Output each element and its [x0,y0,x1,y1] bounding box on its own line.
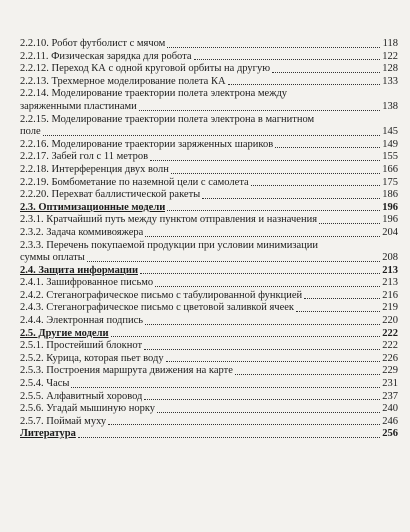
toc-entry [20,177,398,190]
toc-entry [20,51,398,64]
toc-entry [20,340,398,353]
toc-entry [20,240,398,265]
toc-entry-title: 2.2.14. Моделирование траектории полета электрона между [20,88,288,100]
toc-page-number: 186 [382,189,398,201]
dot-leader [145,324,380,325]
toc-entry [20,391,398,404]
toc-entry-title: 2.4. Защита информации [20,264,139,276]
toc-page-number: 204 [382,226,398,238]
dot-leader [296,311,380,312]
toc-entry-title: 2.4.3. Стеганографическое письмо с цветовой заливкой ячеек [20,302,294,314]
toc-entry [20,63,398,76]
dot-leader [78,437,380,438]
toc-section-heading [20,328,398,341]
toc-page-number: 246 [382,415,398,427]
toc-section-heading [20,265,398,278]
dot-leader [167,210,380,211]
toc-entry-title: 2.3.3. Перечень покупаемой продукции при условии минимизации [20,239,319,251]
toc-entry-title: 2.2.17. Забей гол с 11 метров [20,151,149,163]
toc-page-number: 222 [382,340,398,352]
toc-section-heading [20,428,398,441]
toc-page-number: 231 [382,378,398,390]
toc-entry-title: 2.2.20. Перехват баллистической ракеты [20,189,201,201]
toc-page-number: 220 [382,315,398,327]
toc-entry-title: 2.2.12. Переход КА с одной круговой орбиты на другую [20,63,271,75]
toc-entry-title: 2.5.2. Курица, которая пьет воду [20,352,164,364]
dot-leader [235,374,380,375]
toc-entry [20,227,398,240]
toc-entry [20,302,398,315]
toc-page-number: 118 [382,38,398,49]
toc-entry-title: 2.4.4. Электронная подпись [20,315,144,327]
toc-entry [20,353,398,366]
toc-page-number: 222 [382,327,398,339]
toc-page-number: 149 [382,138,398,150]
toc-page-number: 237 [382,390,398,402]
toc-entry [20,151,398,164]
toc-entry-title-continuation: заряженными пластинами [20,100,137,112]
toc-page-number: 196 [382,214,398,226]
dot-leader [275,147,380,148]
dot-leader [144,349,380,350]
dot-leader [319,223,380,224]
toc-entry [20,76,398,89]
toc-page-number: 128 [382,63,398,75]
toc-page-number: 175 [382,176,398,188]
toc-entry [20,189,398,202]
toc-page-number: 122 [382,50,398,62]
toc-page-number: 208 [382,252,398,264]
toc-entry [20,403,398,416]
dot-leader [202,198,380,199]
toc-entry [20,114,398,139]
toc-page-number: 155 [382,151,398,163]
dot-leader [145,236,380,237]
toc-page-number: 196 [382,201,398,213]
table-of-contents [20,38,398,441]
toc-entry-title: 2.2.13. Трехмерное моделирование полета КА [20,75,226,87]
dot-leader [304,298,380,299]
toc-entry-title: Литература [20,428,76,440]
toc-page-number: 138 [382,100,398,112]
toc-entry-title: 2.2.10. Робот футболист с мячом [20,38,166,49]
toc-entry-title: 2.5.3. Построения маршрута движения на карте [20,365,233,377]
toc-page-number: 240 [382,403,398,415]
dot-leader [43,135,380,136]
dot-leader [111,336,380,337]
toc-entry-title: 2.3.2. Задача коммивояжера [20,226,144,238]
toc-entry [20,277,398,290]
toc-entry-title: 2.2.19. Бомбометание по наземной цели с самолета [20,176,249,188]
toc-entry [20,290,398,303]
dot-leader [144,399,380,400]
toc-entry [20,38,398,51]
toc-entry [20,365,398,378]
toc-entry-title: 2.4.2. Стеганографическое письмо с табулированной функцией [20,289,303,301]
dot-leader [194,59,380,60]
toc-entry [20,315,398,328]
toc-page-number: 213 [382,277,398,289]
toc-entry [20,88,398,113]
toc-entry-title: 2.2.18. Интерференция двух волн [20,163,169,175]
dot-leader [272,72,380,73]
dot-leader [155,286,380,287]
toc-entry-title: 2.5.7. Поймай муху [20,415,107,427]
toc-entry-title: 2.5.6. Угадай мышиную норку [20,403,156,415]
dot-leader [139,110,380,111]
toc-entry [20,164,398,177]
dot-leader [150,160,380,161]
toc-entry-title: 2.5. Другие модели [20,327,109,339]
dot-leader [228,84,380,85]
toc-page-number: 219 [382,302,398,314]
toc-entry [20,378,398,391]
toc-page-number: 133 [382,75,398,87]
toc-entry-title: 2.2.16. Моделирование траектории заряженных шариков [20,138,274,150]
toc-page-number: 166 [382,163,398,175]
toc-entry-title: 2.4.1. Зашифрованное письмо [20,277,154,289]
toc-page-number: 216 [382,289,398,301]
toc-entry-title: 2.3. Оптимизационные модели [20,201,166,213]
dot-leader [171,173,380,174]
toc-page-number: 226 [382,352,398,364]
toc-entry-title-continuation: суммы оплаты [20,252,85,264]
toc-entry [20,416,398,429]
toc-entry-title: 2.5.5. Алфавитный хоровод [20,390,143,402]
toc-entry [20,214,398,227]
dot-leader [87,261,380,262]
dot-leader [140,273,380,274]
dot-leader [71,387,380,388]
dot-leader [108,424,380,425]
toc-page-number: 229 [382,365,398,377]
dot-leader [167,47,380,48]
dot-leader [251,185,380,186]
toc-entry-title: 2.2.11. Физическая зарядка для робота [20,50,192,62]
toc-section-heading [20,202,398,215]
toc-entry [20,139,398,152]
toc-entry-title: 2.2.15. Моделирование траектории полета электрона в магнитном [20,113,315,125]
toc-entry-title: 2.5.1. Простейший блокнот [20,340,143,352]
toc-page-number: 256 [382,428,398,440]
dot-leader [166,361,380,362]
toc-entry-title: 2.3.1. Кратчайший путь между пунктом отправления и назначения [20,214,318,226]
dot-leader [157,412,380,413]
toc-page-number: 213 [382,264,398,276]
toc-entry-title-continuation: поле [20,126,41,138]
toc-entry-title: 2.5.4. Часы [20,378,70,390]
toc-page-number: 145 [382,126,398,138]
